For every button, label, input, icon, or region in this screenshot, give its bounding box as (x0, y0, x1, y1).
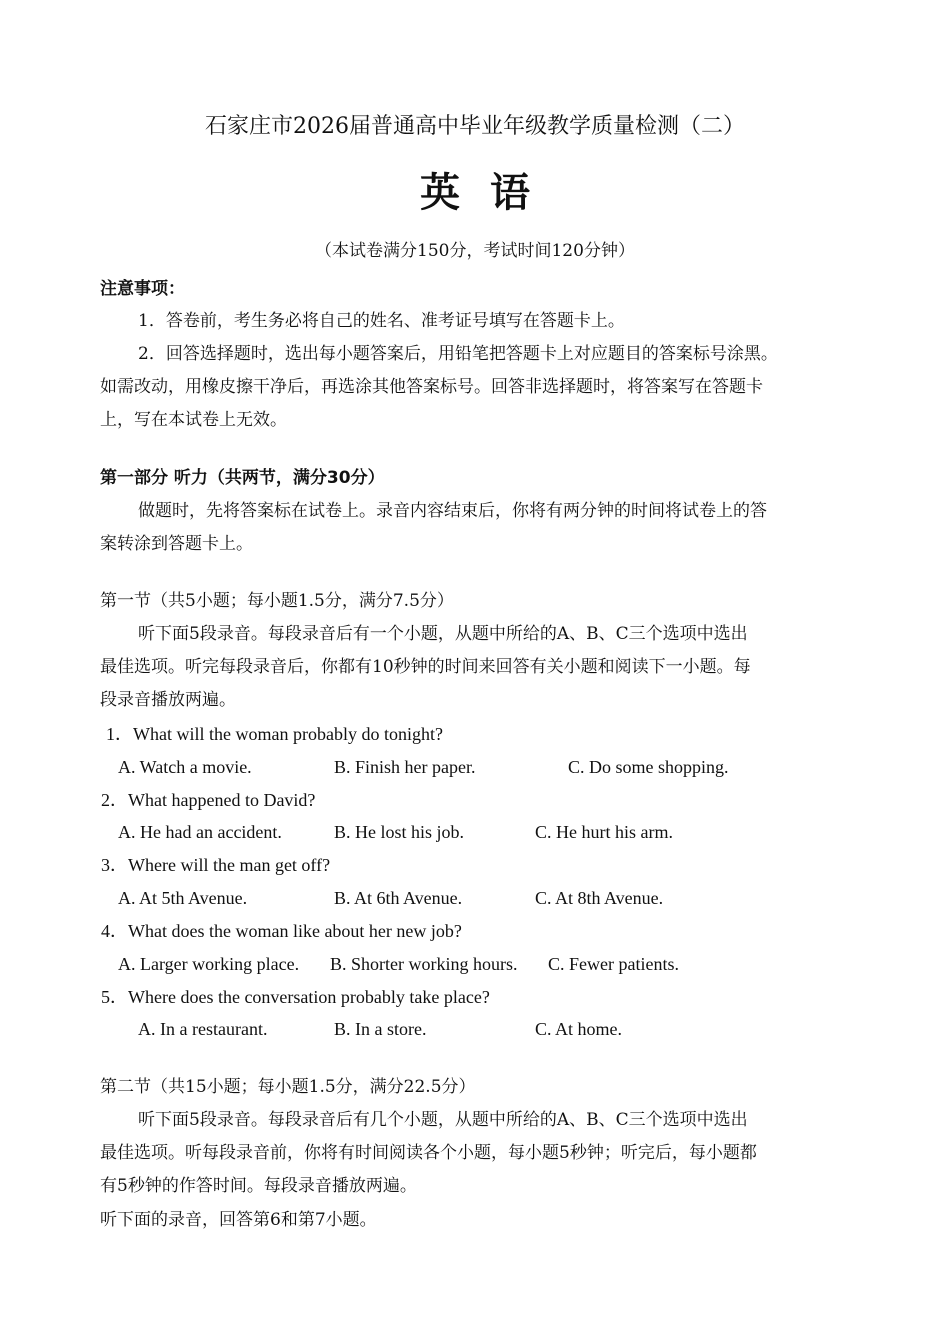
section2-instruction: 听下面的录音，回答第6和第7小题。 (100, 1210, 377, 1230)
question-5-option-a: A. In a restaurant. (138, 1019, 268, 1039)
part1-heading: 第一部分 听力（共两节，满分30分） (100, 468, 385, 488)
question-3-option-b: B. At 6th Avenue. (334, 888, 463, 908)
question-3-option-c: C. At 8th Avenue. (535, 888, 664, 908)
question-5-stem: 5．Where does the conversation probably take place? (101, 987, 490, 1007)
question-2-option-b: B. He lost his job. (334, 822, 465, 842)
notice-item-1: 1．答卷前，考生务必将自己的姓名、准考证号填写在答题卡上。 (138, 311, 625, 331)
question-1-stem: 1．What will the woman probably do tonight? (106, 724, 443, 744)
notice-item-2-line-2: 如需改动，用橡皮擦干净后，再选涂其他答案标号。回答非选择题时，将答案写在答题卡 (100, 377, 763, 397)
section1-intro-line-2: 最佳选项。听完每段录音后，你都有10秒钟的时间来回答有关小题和阅读下一小题。每 (100, 657, 751, 677)
question-3-option-a: A. At 5th Avenue. (118, 888, 248, 908)
question-1-option-c: C. Do some shopping. (568, 757, 729, 777)
section1-intro-line-1: 听下面5段录音。每段录音后有一个小题，从题中所给的A、B、C三个选项中选出 (138, 624, 748, 644)
section2-intro-line-1: 听下面5段录音。每段录音后有几个小题，从题中所给的A、B、C三个选项中选出 (138, 1110, 748, 1130)
question-1-option-a: A. Watch a movie. (118, 757, 252, 777)
question-3-stem: 3．Where will the man get off? (101, 855, 331, 875)
exam-info: （本试卷满分150分，考试时间120分钟） (315, 241, 635, 261)
subject-title: 英语 (420, 170, 560, 216)
section2-intro-line-3: 有5秒钟的作答时间。每段录音播放两遍。 (100, 1176, 417, 1196)
question-5-option-c: C. At home. (535, 1019, 623, 1039)
question-2-option-a: A. He had an accident. (118, 822, 282, 842)
question-1-option-b: B. Finish her paper. (334, 757, 476, 777)
question-2-option-c: C. He hurt his arm. (535, 822, 673, 842)
question-4-option-c: C. Fewer patients. (548, 954, 679, 974)
question-4-option-b: B. Shorter working hours. (330, 954, 518, 974)
question-4-option-a: A. Larger working place. (118, 954, 300, 974)
exam-title: 石家庄市2026届普通高中毕业年级教学质量检测（二） (205, 114, 745, 139)
section1-intro-line-3: 段录音播放两遍。 (100, 690, 236, 710)
question-5-option-b: B. In a store. (334, 1019, 427, 1039)
notice-item-2-line-1: 2．回答选择题时，选出每小题答案后，用铅笔把答题卡上对应题目的答案标号涂黑。 (138, 344, 778, 364)
section1-heading: 第一节（共5小题；每小题1.5分，满分7.5分） (100, 591, 454, 611)
section2-heading: 第二节（共15小题；每小题1.5分，满分22.5分） (100, 1077, 476, 1097)
part1-intro-line-2: 案转涂到答题卡上。 (100, 534, 253, 554)
section2-intro-line-2: 最佳选项。听每段录音前，你将有时间阅读各个小题，每小题5秒钟；听完后，每小题都 (100, 1143, 757, 1163)
question-2-stem: 2．What happened to David? (101, 790, 316, 810)
question-4-stem: 4．What does the woman like about her new job? (101, 921, 462, 941)
notice-heading: 注意事项： (100, 279, 185, 299)
notice-item-2-line-3: 上，写在本试卷上无效。 (100, 410, 287, 430)
part1-intro-line-1: 做题时，先将答案标在试卷上。录音内容结束后，你将有两分钟的时间将试卷上的答 (138, 501, 767, 521)
